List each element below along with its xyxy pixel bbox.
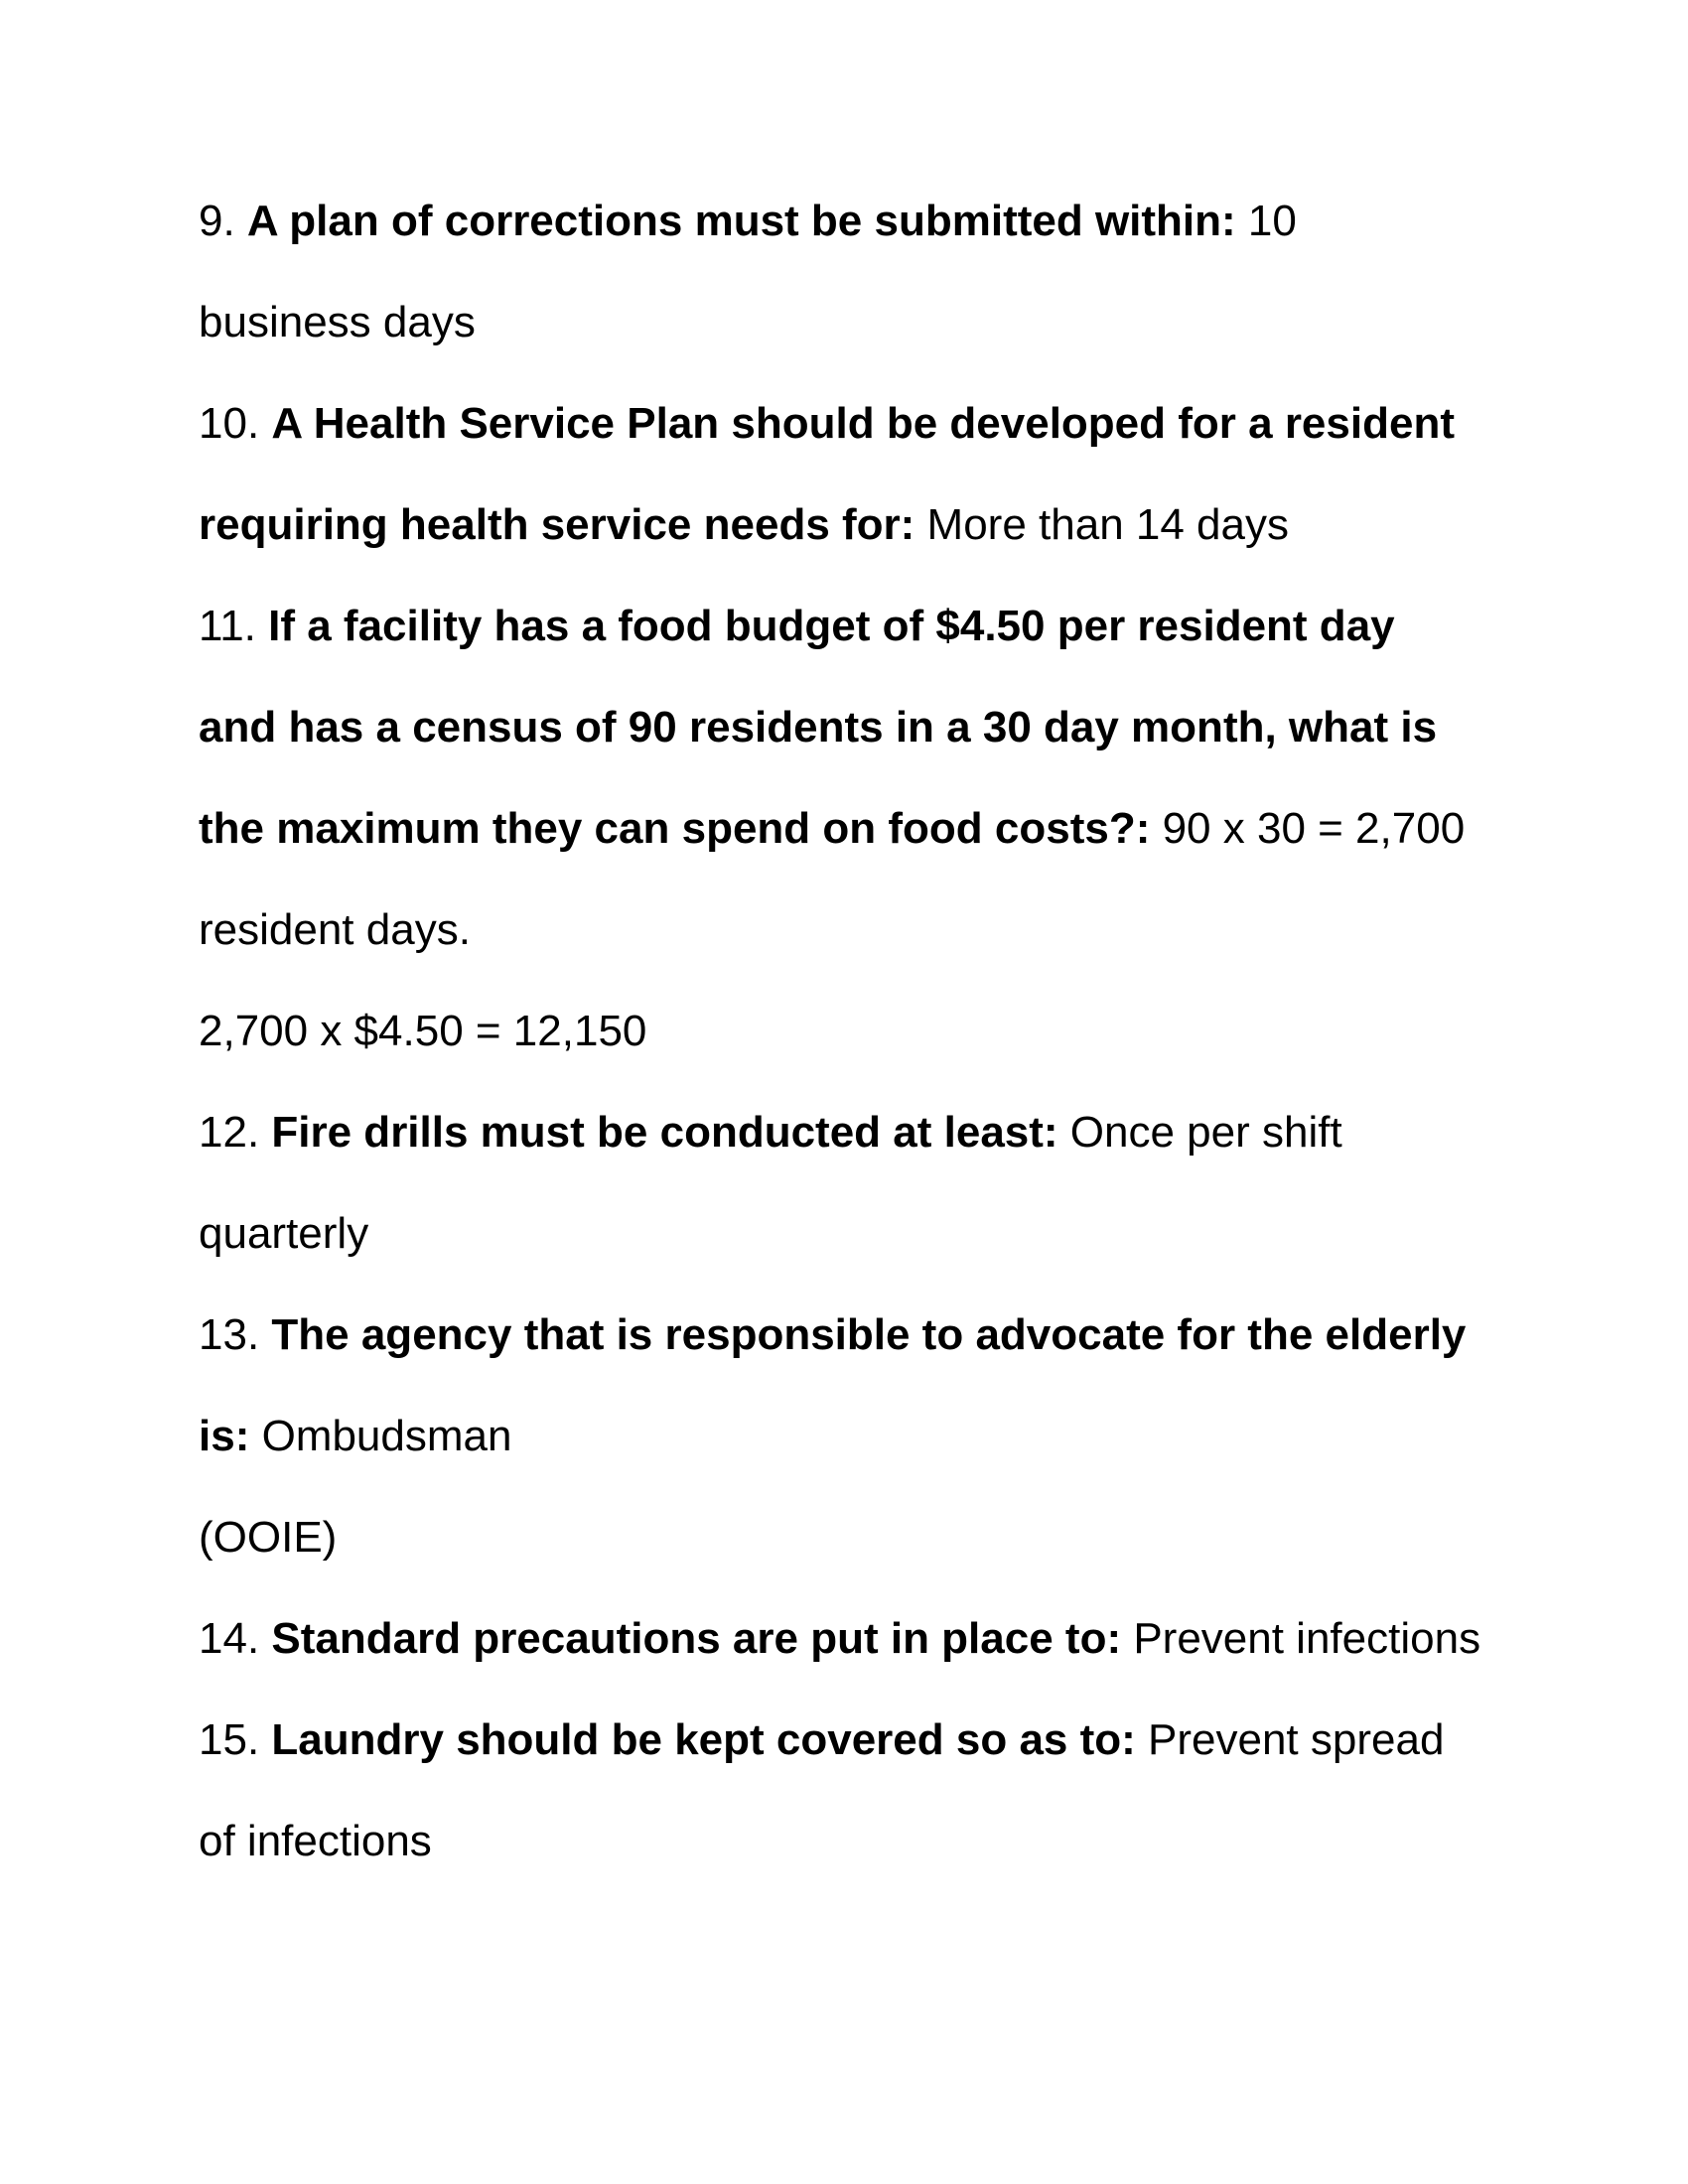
document-line [199, 1690, 1509, 1791]
answer-text: 10 [1235, 197, 1297, 245]
question-text: Laundry should be kept covered so as to: [271, 1715, 1136, 1764]
document-line [199, 1791, 1509, 1892]
question-text: Fire drills must be conducted at least: [271, 1108, 1058, 1157]
question-text: is: [199, 1412, 250, 1460]
document-line [199, 576, 1509, 677]
document-line [199, 1588, 1509, 1690]
document-line [199, 1386, 1509, 1487]
answer-text: of infections [199, 1817, 432, 1865]
document-line [199, 1285, 1509, 1386]
answer-text: More than 14 days [914, 500, 1289, 549]
question-text: and has a census of 90 residents in a 30 day month, what is [199, 703, 1438, 751]
question-text: Standard precautions are put in place to: [271, 1614, 1122, 1663]
document-line [199, 880, 1509, 981]
document-line [199, 1487, 1509, 1588]
document-line [199, 778, 1509, 880]
document-line [199, 475, 1509, 576]
answer-text: Ombudsman [249, 1412, 512, 1460]
question-text: requiring health service needs for: [199, 500, 915, 549]
answer-text: business days [199, 298, 476, 346]
question-text: A plan of corrections must be submitted within: [246, 197, 1236, 245]
answer-text: 11. [199, 602, 269, 650]
answer-text: Prevent spread [1135, 1715, 1445, 1764]
document-line [199, 272, 1509, 373]
answer-text: Once per shift [1057, 1108, 1342, 1157]
question-text: A Health Service Plan should be developed for a resident [271, 399, 1455, 448]
answer-text: resident days. [199, 905, 471, 954]
answer-text: 10. [199, 399, 272, 448]
document-lines [199, 171, 1509, 1892]
document-line [199, 1082, 1509, 1183]
document-line [199, 981, 1509, 1082]
answer-text: 12. [199, 1108, 272, 1157]
document-line [199, 171, 1509, 272]
answer-text: 9. [199, 197, 247, 245]
answer-text: 90 x 30 = 2,700 [1150, 804, 1466, 853]
answer-text: 2,700 x $4.50 = 12,150 [199, 1007, 647, 1055]
answer-text: 15. [199, 1715, 272, 1764]
document-line [199, 373, 1509, 475]
answer-text: Prevent infections [1121, 1614, 1481, 1663]
document-line [199, 1183, 1509, 1285]
answer-text: quarterly [199, 1209, 369, 1258]
answer-text: 14. [199, 1614, 272, 1663]
question-text: the maximum they can spend on food costs?: [199, 804, 1151, 853]
answer-text: 13. [199, 1310, 272, 1359]
answer-text: (OOIE) [199, 1513, 338, 1562]
question-text: If a facility has a food budget of $4.50 per resident day [268, 602, 1395, 650]
question-text: The agency that is responsible to advocate for the elderly [271, 1310, 1467, 1359]
document-line [199, 677, 1509, 778]
